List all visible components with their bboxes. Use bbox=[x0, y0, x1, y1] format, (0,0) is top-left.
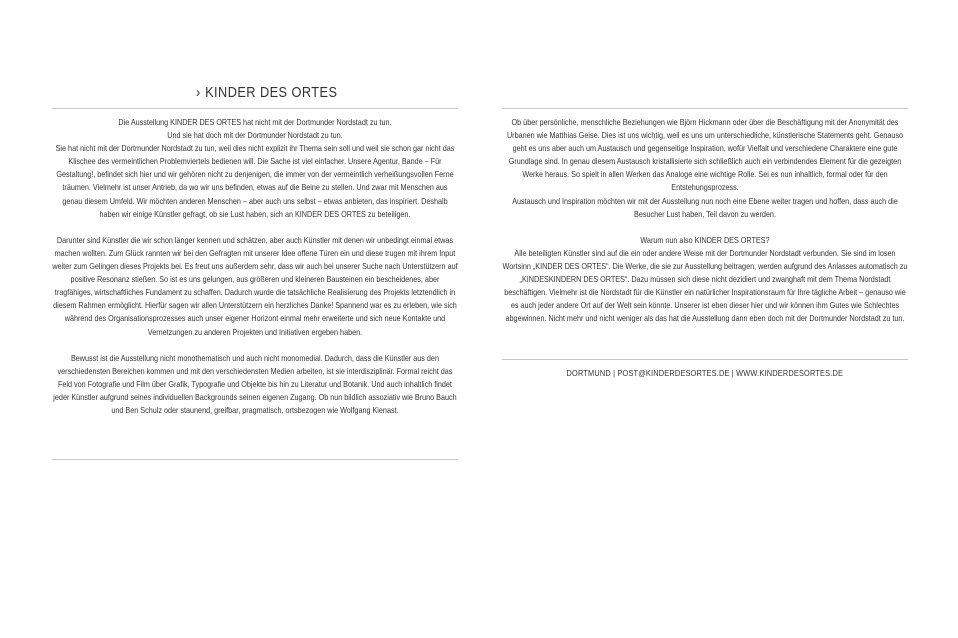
right-top-divider bbox=[502, 108, 908, 109]
paragraph-answer: Alle beteiligten Künstler sind auf die ein oder andere Weise mit der Dortmunder Nordstadt verbunden. Sie sind im losen Wortsinn „KINDER DES ORTES“. Die Werke, die sie zur Ausstellung beitragen, werden aufgrund des Anlasses automatisch zu „KINDESKINDERN DES ORTES“. Dazu müssen sich diese nicht dezidiert und zwanghaft mit dem Thema Nordstadt beschäftigen. Vielmehr ist die Nordstadt für die Künstler ein natürlicher Inspirationsraum für Ihre tägliche Arbeit – genauso wie es auch jeder andere Ort auf der Welt sein könnte. Unserer ist eben dieser hier und wir können ihm Gutes wie Schlechtes abgewinnen. Nicht mehr und nicht weniger als das hat die Ausstellung dann eben doch mit der Dortmunder Nordstadt zu tun. bbox=[502, 247, 908, 324]
paragraph-artists: Darunter sind Künstler die wir schon länger kennen und schätzen, aber auch Künstler mit denen wir unbedingt einmal etwas machen wollten. Zum Glück rannten wir bei den Gefragten mit unserer Idee offene Türen ein und diese trugen mit ihrem Input weiter zum Gelingen dieses Projekts bei. Es freut uns außerdem sehr, dass wir auch bei unserer Suche nach Unterstützern auf positive Resonanz stießen. So ist es uns gelungen, aus größeren und kleineren Bausteinen ein bescheidenes, aber tragfähiges, wirtschaftliches Fundament zu schaffen. Dadurch wurde die tatsächliche Realisierung des Projekts letztendlich in diesem Rahmen ermöglicht. Hierfür sagen wir allen Unterstützern ein herzliches Danke! Spannend war es zu erleben, wie sich während des Organisationsprozesses auch unser eigener Horizont einmal mehr erweiterte und sich neue Kontakte und Vernetzungen zu anderen Projekten und Initiativen ergeben haben. bbox=[52, 234, 458, 337]
left-text-column bbox=[52, 116, 458, 417]
question-heading: Warum nun also KINDER DES ORTES? bbox=[640, 234, 770, 245]
left-top-divider bbox=[52, 108, 458, 109]
paragraph-exchange: Austausch und Inspiration möchten wir mit der Ausstellung nun noch eine Ebene weiter tragen und hoffen, dass auch die Besucher Lust haben, Teil davon zu werden. bbox=[512, 195, 898, 219]
intro-line-2: Und sie hat doch mit der Dortmunder Nordstadt zu tun. bbox=[167, 130, 343, 141]
chevron-right-icon: › bbox=[196, 85, 201, 101]
paragraph-interdisciplinary: Bewusst ist die Ausstellung nicht monothematisch und auch nicht monomedial. Dadurch, dass die Künstler aus den verschiedensten Bereichen kommen und mit den verschiedensten Medien arbeiten, ist sie interdisziplinär. Formal reicht das Feld von Fotografie und Film über Grafik, Typografie und Objekte bis hin zu Literatur und Botanik. Und auch inhaltlich findet jeder Künstler aufgrund seines individuellen Backgrounds seinen eigenen Zugang. Ob nun bildlich assoziativ wie Bruno Bauch und Ben Schulz oder staunend, greifbar, pragmatisch, ortsbezogen wie Wolfgang Kienast. bbox=[53, 352, 457, 416]
paragraph-relationships: Ob über persönliche, menschliche Beziehungen wie Björn Hickmann oder über die Beschäftigung mit der Anonymität des Urbanen wie Matthias Geise. Dies ist uns wichtig, weil es uns um unterschiedliche, künstlerische Statements geht. Genauso geht es uns aber auch um Austausch und gegenseitige Inspiration, wofür Vielfalt und verschiedene Charaktere eine gute Grundlage sind. In genau diesem Austausch kristallisierte sich schließlich auch ein verbindendes Element für die gezeigten Werke heraus. So spielt in allen Werken das Analoge eine wichtige Rolle. Sei es nun inhaltlich, formal oder für den Entstehungsprozess. bbox=[506, 117, 904, 193]
left-bottom-divider bbox=[52, 459, 458, 460]
contact-text: DORTMUND | POST@KINDERDESORTES.DE | WWW.KINDERDESORTES.DE bbox=[566, 368, 844, 378]
page-title bbox=[196, 85, 337, 101]
page-title-text: KINDER DES ORTES bbox=[205, 85, 338, 101]
right-bottom-divider bbox=[502, 359, 908, 360]
contact-line bbox=[502, 368, 908, 378]
right-text-column bbox=[502, 116, 908, 326]
intro-line-1: Die Ausstellung KINDER DES ORTES hat nicht mit der Dortmunder Nordstadt zu tun. bbox=[118, 117, 392, 127]
paragraph-agency: Sie hat nicht mit der Dortmunder Nordstadt zu tun, weil dies nicht explizit ihr Thema sein soll und weil sie schon gar nicht das Klischee des vermeintlichen Problemviertels bedienen will. Die Sache ist viel einfacher. Unsere Agentur, Bande – Für Gestaltung!, befindet sich hier und wir gehören nicht zu denjenigen, die immer von der vermeintlich verheißungsvollen Ferne träumen. Vielmehr ist unser Antrieb, da wo wir uns befinden, etwas auf die Beine zu stellen. Und zwar mit Menschen aus genau diesem Umfeld. Wir möchten anderen Menschen – aber auch uns selbst – etwas anbieten, das inspiriert. Deshalb haben wir einige Künstler gefragt, ob sie Lust haben, sich an KINDER DES ORTES zu beteiligen. bbox=[55, 143, 455, 219]
